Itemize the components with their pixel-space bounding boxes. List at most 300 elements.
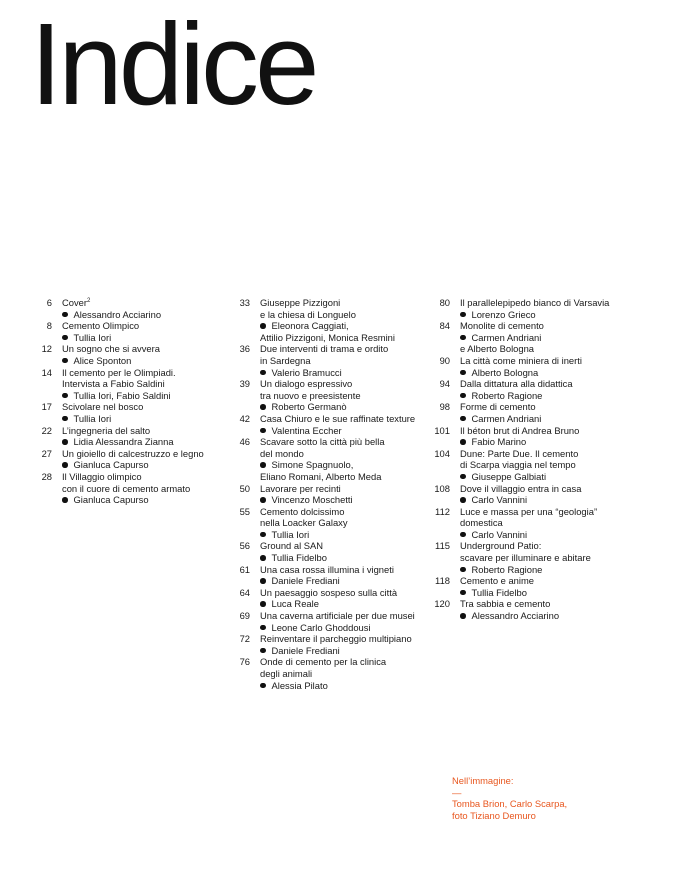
toc-page-number: 6 <box>46 297 52 308</box>
bullet-icon <box>460 567 466 573</box>
toc-author-name: Daniele Frediani <box>271 644 340 656</box>
bullet-icon <box>260 578 266 584</box>
toc-entry <box>426 320 636 355</box>
toc-author-name: Vincenzo Moschetti <box>271 494 353 506</box>
toc-entry-title <box>460 401 541 413</box>
toc-entry <box>28 367 223 402</box>
bullet-icon <box>460 335 466 341</box>
toc-page-number: 12 <box>41 343 52 355</box>
toc-superscript: 2 <box>87 297 91 304</box>
toc-entry-title-text: Un sogno che si avvera <box>62 343 160 355</box>
toc-entry-title-text: Casa Chiuro e le sue raffinate texture <box>260 412 416 424</box>
toc-entry-title-text: Una caverna artificiale per due musei <box>260 610 415 622</box>
caption-line-2: foto Tiziano Demuro <box>452 809 536 821</box>
toc-author <box>260 529 348 541</box>
toc-entry-title-text: di Scarpa viaggia nel tempo <box>460 459 576 471</box>
toc-entry-title <box>460 598 559 610</box>
toc-entry <box>28 448 223 471</box>
toc-entry-title <box>260 297 395 309</box>
toc-author <box>260 401 361 413</box>
toc-page-number: 22 <box>41 424 52 436</box>
toc-entry-title <box>460 297 609 309</box>
toc-entry-title <box>460 575 534 587</box>
toc-entry-title <box>62 483 190 495</box>
toc-author-name: Leone Carlo Ghoddousi <box>271 621 371 633</box>
toc-entry-title-text: Una casa rossa illumina i vigneti <box>260 563 394 575</box>
toc-entry-title <box>260 656 386 668</box>
toc-entry-title-text: Cover <box>62 297 88 308</box>
toc-author-name: Fabio Marino <box>471 436 527 448</box>
toc-author <box>260 622 415 634</box>
toc-author-name: Alice Sponton <box>73 354 132 366</box>
toc-entry-body <box>450 540 591 575</box>
toc-author <box>62 413 143 425</box>
toc-entry-body <box>450 378 573 401</box>
toc-entry-title <box>460 448 578 460</box>
toc-entry-title <box>62 367 176 379</box>
toc-entry <box>426 448 636 483</box>
bullet-icon <box>260 683 266 689</box>
bullet-icon <box>260 428 266 434</box>
toc-page-number: 76 <box>239 656 250 668</box>
toc-entry-title-text: Intervista a Fabio Saldini <box>62 378 165 390</box>
toc-entry-title-text: Due interventi di trama e ordito <box>260 343 389 355</box>
toc-author-name: Daniele Frediani <box>271 575 340 587</box>
toc-author-name: Roberto Germanò <box>271 401 347 413</box>
toc-entry <box>226 540 421 563</box>
toc-author-name: Eliano Romani, Alberto Meda <box>260 470 382 482</box>
toc-entry-title-text: L’ingegneria del salto <box>62 424 151 436</box>
toc-author-name: Valentina Eccher <box>271 424 342 436</box>
bullet-icon <box>460 590 466 596</box>
toc-entry <box>426 401 636 424</box>
toc-entry-title <box>260 633 412 645</box>
toc-entry-title-text: Il béton brut di Andrea Bruno <box>460 424 580 436</box>
toc-author <box>260 471 385 483</box>
toc-author <box>460 529 597 541</box>
toc-author <box>460 494 581 506</box>
toc-entry-title <box>260 309 395 321</box>
toc-author <box>260 332 395 344</box>
toc-author <box>62 309 161 321</box>
toc-entry-title <box>460 540 591 552</box>
toc-author-name: Alberto Bologna <box>471 366 539 378</box>
toc-entry-title-text: Un dialogo espressivo <box>260 378 353 390</box>
toc-entry-title-text: Tra sabbia e cemento <box>460 598 551 610</box>
toc-author-name: Alessandro Acciarino <box>73 308 162 320</box>
toc-entry-title-text: Il cemento per le Olimpiadi. <box>62 366 176 378</box>
toc-entry-body <box>450 401 541 424</box>
toc-author <box>460 309 609 321</box>
bullet-icon <box>260 462 266 468</box>
bullet-icon <box>260 555 266 561</box>
toc-entry-body <box>450 575 534 598</box>
toc-author-name: Tullia Fidelbo <box>271 552 327 564</box>
toc-entry-title <box>460 320 544 332</box>
toc-entry-title <box>62 425 174 437</box>
toc-column-2 <box>226 297 421 691</box>
toc-entry-title <box>260 610 415 622</box>
toc-entry-body <box>250 297 395 343</box>
toc-entry-title-text: Il Villaggio olimpico <box>62 470 142 482</box>
toc-entry <box>226 506 421 541</box>
toc-entry-title <box>460 552 591 564</box>
toc-page-number: 69 <box>239 610 250 622</box>
toc-page-number: 90 <box>439 354 450 366</box>
toc-author <box>460 413 541 425</box>
toc-entry-body <box>250 436 385 482</box>
toc-entry-body <box>450 297 609 320</box>
bullet-icon <box>62 416 68 422</box>
toc-entry <box>28 297 223 320</box>
toc-entry-body <box>450 506 597 541</box>
toc-entry-body <box>250 610 415 633</box>
toc-entry-title <box>62 401 143 413</box>
toc-page-number: 36 <box>239 343 250 355</box>
toc-entry-title-text: scavare per illuminare e abitare <box>460 552 591 564</box>
toc-entry <box>28 471 223 506</box>
toc-entry-title-text: Scavare sotto la città più bella <box>260 436 385 448</box>
toc-entry-title <box>62 471 190 483</box>
toc-entry-title-text: Underground Patio: <box>460 540 542 552</box>
toc-page-number: 27 <box>41 447 52 459</box>
toc-entry <box>226 343 421 378</box>
toc-author-name: Simone Spagnuolo, <box>271 459 354 471</box>
bullet-icon <box>460 497 466 503</box>
toc-entry-title <box>460 517 597 529</box>
toc-entry-body <box>52 448 204 471</box>
bullet-icon <box>460 370 466 376</box>
toc-author-name: Tullia Iori <box>73 331 112 343</box>
toc-entry-body <box>52 343 160 366</box>
toc-author <box>62 332 139 344</box>
toc-entry-title-text: Cemento dolcissimo <box>260 505 345 517</box>
toc-entry-title-text: Dune: Parte Due. Il cemento <box>460 447 579 459</box>
toc-entry <box>226 297 421 343</box>
toc-entry <box>28 401 223 424</box>
toc-page-number: 14 <box>41 366 52 378</box>
toc-entry-title <box>460 425 579 437</box>
toc-page-number: 84 <box>439 320 450 332</box>
toc-author-name: Lorenzo Grieco <box>471 308 536 320</box>
toc-entry <box>226 483 421 506</box>
toc-page-number: 80 <box>439 297 450 308</box>
toc-author-name: e Alberto Bologna <box>460 343 535 355</box>
toc-entry <box>426 355 636 378</box>
toc-entry-body <box>250 378 361 413</box>
bullet-icon <box>460 416 466 422</box>
toc-page-number: 98 <box>439 401 450 413</box>
toc-entry-title-text: Cemento Olimpico <box>62 320 140 332</box>
bullet-icon <box>460 613 466 619</box>
toc-author-name: Tullia Iori <box>271 528 310 540</box>
toc-author-name: Gianluca Capurso <box>73 494 149 506</box>
toc-entry-title <box>260 378 361 390</box>
toc-entry <box>426 575 636 598</box>
toc-entry <box>226 656 421 691</box>
toc-author <box>460 587 534 599</box>
toc-author <box>460 390 573 402</box>
toc-entry <box>426 378 636 401</box>
toc-column-3 <box>426 297 636 622</box>
toc-entry-title-text: degli animali <box>260 668 313 679</box>
bullet-icon <box>460 532 466 538</box>
toc-page-number: 112 <box>435 505 450 517</box>
toc-page-number: 42 <box>239 412 250 424</box>
toc-author-name: Luca Reale <box>271 598 319 610</box>
toc-entry-title-text: domestica <box>460 517 503 529</box>
bullet-icon <box>260 625 266 631</box>
toc-entry <box>426 506 636 541</box>
toc-author-name: Roberto Ragione <box>471 563 543 575</box>
toc-page-number: 46 <box>239 436 250 448</box>
toc-author <box>260 680 386 692</box>
toc-entry-title-text: Ground al SAN <box>260 540 324 552</box>
toc-author-name: Carmen Andriani <box>471 412 542 424</box>
toc-entry-title-text: Lavorare per recinti <box>260 482 341 494</box>
toc-entry <box>426 483 636 506</box>
toc-entry-title <box>260 483 353 495</box>
toc-entry-body <box>250 540 327 563</box>
toc-author <box>260 645 412 657</box>
toc-page-number: 64 <box>239 586 250 598</box>
toc-entry-title-text: Forme di cemento <box>460 401 536 413</box>
toc-entry-title-text: tra nuovo e preesistente <box>260 389 361 401</box>
toc-page-number: 39 <box>239 378 250 390</box>
toc-entry <box>426 540 636 575</box>
caption-label: Nell’immagine: <box>452 775 514 786</box>
toc-entry-title <box>460 355 582 367</box>
bullet-icon <box>260 532 266 538</box>
toc-entry-title <box>260 436 385 448</box>
toc-page-number: 17 <box>41 401 52 413</box>
toc-entry-title <box>260 540 327 552</box>
toc-entry-title <box>62 343 160 355</box>
toc-entry-title <box>260 668 386 680</box>
toc-author <box>460 367 582 379</box>
toc-entry-body <box>52 425 174 448</box>
toc-author <box>260 494 353 506</box>
toc-author-name: Giuseppe Galbiati <box>471 470 547 482</box>
toc-author <box>260 425 415 437</box>
toc-entry-title-text: Reinventare il parcheggio multipiano <box>260 633 412 645</box>
image-caption <box>452 775 567 821</box>
toc-page-number: 108 <box>434 482 450 494</box>
toc-author-name: Gianluca Capurso <box>73 459 149 471</box>
toc-entry <box>426 425 636 448</box>
toc-author <box>260 459 385 471</box>
bullet-icon <box>460 439 466 445</box>
toc-entry-title-text: Monolite di cemento <box>460 320 544 332</box>
toc-entry-body <box>52 471 190 506</box>
toc-author-name: Tullia Iori, Fabio Saldini <box>73 389 171 401</box>
bullet-icon <box>62 393 68 399</box>
toc-entry-body <box>450 448 578 483</box>
toc-author-name: Carlo Vannini <box>471 494 528 506</box>
toc-page-number: 115 <box>435 540 450 552</box>
toc-entry-body <box>52 297 161 320</box>
toc-entry-title-text: e la chiesa di Longuelo <box>260 308 356 320</box>
toc-entry-body <box>52 367 176 402</box>
toc-author <box>260 552 327 564</box>
bullet-icon <box>460 312 466 318</box>
caption-line-1: Tomba Brion, Carlo Scarpa, <box>452 798 568 810</box>
toc-author <box>62 390 176 402</box>
bullet-icon <box>260 323 266 329</box>
page-title: Indice <box>30 0 316 129</box>
toc-entry-title <box>460 483 581 495</box>
toc-entry-title-text: Un paesaggio sospeso sulla città <box>260 586 398 598</box>
toc-entry-body <box>450 320 544 355</box>
caption-dash: — <box>452 786 462 798</box>
toc-entry-title-text: con il cuore di cemento armato <box>62 482 191 494</box>
toc-entry-title <box>62 297 161 309</box>
toc-author-name: Roberto Ragione <box>471 389 543 401</box>
bullet-icon <box>260 370 266 376</box>
toc-entry-body <box>250 483 353 506</box>
toc-page-number: 101 <box>434 424 450 436</box>
toc-entry-title <box>260 517 348 529</box>
toc-author <box>260 575 394 587</box>
toc-entry-title-text: nella Loacker Galaxy <box>260 517 348 529</box>
toc-entry-title-text: Luce e massa per una “geologia” <box>460 505 598 517</box>
toc-page-number: 28 <box>41 470 52 482</box>
bullet-icon <box>62 497 68 503</box>
toc-page-number: 104 <box>434 447 450 459</box>
toc-entry <box>226 413 421 436</box>
toc-author-name: Carlo Vannini <box>471 528 528 540</box>
toc-entry-title <box>260 587 397 599</box>
toc-entry-title <box>62 448 204 460</box>
toc-entry-title-text: Scivolare nel bosco <box>62 401 144 413</box>
bullet-icon <box>260 497 266 503</box>
toc-entry-title <box>460 378 573 390</box>
toc-entry-title <box>460 459 578 471</box>
toc-entry-body <box>450 425 579 448</box>
toc-entry <box>226 610 421 633</box>
bullet-icon <box>62 358 68 364</box>
toc-entry-body <box>450 355 582 378</box>
toc-page-number: 118 <box>435 575 450 587</box>
toc-entry-title <box>460 506 597 518</box>
toc-page-number: 33 <box>239 297 250 308</box>
toc-author-name: Carmen Andriani <box>471 331 542 343</box>
toc-entry-title-text: Cemento e anime <box>460 575 534 587</box>
toc-entry-body <box>250 564 394 587</box>
toc-entry-title <box>260 564 394 576</box>
bullet-icon <box>260 404 266 410</box>
toc-page-number: 120 <box>434 598 450 610</box>
toc-author-name: Attilio Pizzigoni, Monica Resmini <box>260 331 395 343</box>
toc-entry-body <box>250 587 397 610</box>
toc-entry-title <box>260 343 388 355</box>
toc-entry <box>226 378 421 413</box>
toc-entry-body <box>250 343 388 378</box>
bullet-icon <box>62 312 68 318</box>
toc-entry-title <box>260 506 348 518</box>
toc-entry-body <box>250 506 348 541</box>
toc-entry <box>226 436 421 482</box>
toc-entry-title-text: Onde di cemento per la clinica <box>260 656 387 668</box>
toc-entry-body <box>450 483 581 506</box>
toc-entry <box>28 320 223 343</box>
toc-entry <box>226 564 421 587</box>
toc-entry-title-text: del mondo <box>260 447 304 459</box>
toc-entry-body <box>250 633 412 656</box>
toc-author <box>460 564 591 576</box>
toc-column-1 <box>28 297 223 506</box>
toc-entry <box>28 343 223 366</box>
toc-entry <box>226 633 421 656</box>
toc-entry-title-text: Un gioiello di calcestruzzo e legno <box>62 447 204 459</box>
toc-author <box>260 598 397 610</box>
toc-entry <box>426 297 636 320</box>
toc-author <box>460 332 544 344</box>
toc-entry-title-text: Dalla dittatura alla didattica <box>460 378 573 390</box>
toc-entry-title <box>62 378 176 390</box>
toc-author-name: Tullia Fidelbo <box>471 586 527 598</box>
toc-entry-title <box>260 448 385 460</box>
toc-page-number: 61 <box>239 563 250 575</box>
toc-page-number: 72 <box>239 633 250 645</box>
toc-entry-title <box>260 390 361 402</box>
toc-entry-body <box>52 320 139 343</box>
toc-entry-body <box>52 401 143 424</box>
toc-entry <box>426 598 636 621</box>
toc-entry-body <box>250 656 386 691</box>
toc-entry-title-text: La città come miniera di inerti <box>460 354 582 366</box>
toc-entry-title <box>62 320 139 332</box>
toc-author <box>460 343 544 355</box>
bullet-icon <box>460 474 466 480</box>
bullet-icon <box>260 601 266 607</box>
toc-entry-title-text: Giuseppe Pizzigoni <box>260 297 341 308</box>
toc-entry-title-text: in Sardegna <box>260 354 311 366</box>
toc-author <box>260 320 395 332</box>
toc-author-name: Valerio Bramucci <box>271 366 342 378</box>
toc-author-name: Eleonora Caggiati, <box>271 320 349 332</box>
toc-author-name: Tullia Iori <box>73 412 112 424</box>
toc-page-number: 50 <box>239 482 250 494</box>
toc-entry-title-text: Dove il villaggio entra in casa <box>460 482 582 494</box>
toc-entry-title-text: Il parallelepipedo bianco di Varsavia <box>460 297 610 308</box>
toc-author <box>460 471 578 483</box>
toc-author <box>260 367 388 379</box>
toc-author <box>62 494 190 506</box>
bullet-icon <box>260 648 266 654</box>
toc-page-number: 56 <box>239 540 250 552</box>
toc-entry <box>28 425 223 448</box>
toc-author-name: Alessandro Acciarino <box>471 610 560 622</box>
toc-author <box>62 355 160 367</box>
toc-entry-title <box>260 355 388 367</box>
toc-page-number: 94 <box>439 378 450 390</box>
toc-author-name: Alessia Pilato <box>271 679 328 691</box>
toc-author <box>62 459 204 471</box>
toc-author <box>460 436 579 448</box>
bullet-icon <box>62 335 68 341</box>
toc-entry <box>226 587 421 610</box>
toc-page-number: 8 <box>46 320 52 332</box>
toc-entry-title <box>260 413 415 425</box>
toc-author <box>460 610 559 622</box>
toc-entry-body <box>450 598 559 621</box>
toc-author-name: Lidia Alessandra Zianna <box>73 436 174 448</box>
bullet-icon <box>62 439 68 445</box>
toc-author <box>62 436 174 448</box>
toc-entry-body <box>250 413 415 436</box>
bullet-icon <box>62 462 68 468</box>
